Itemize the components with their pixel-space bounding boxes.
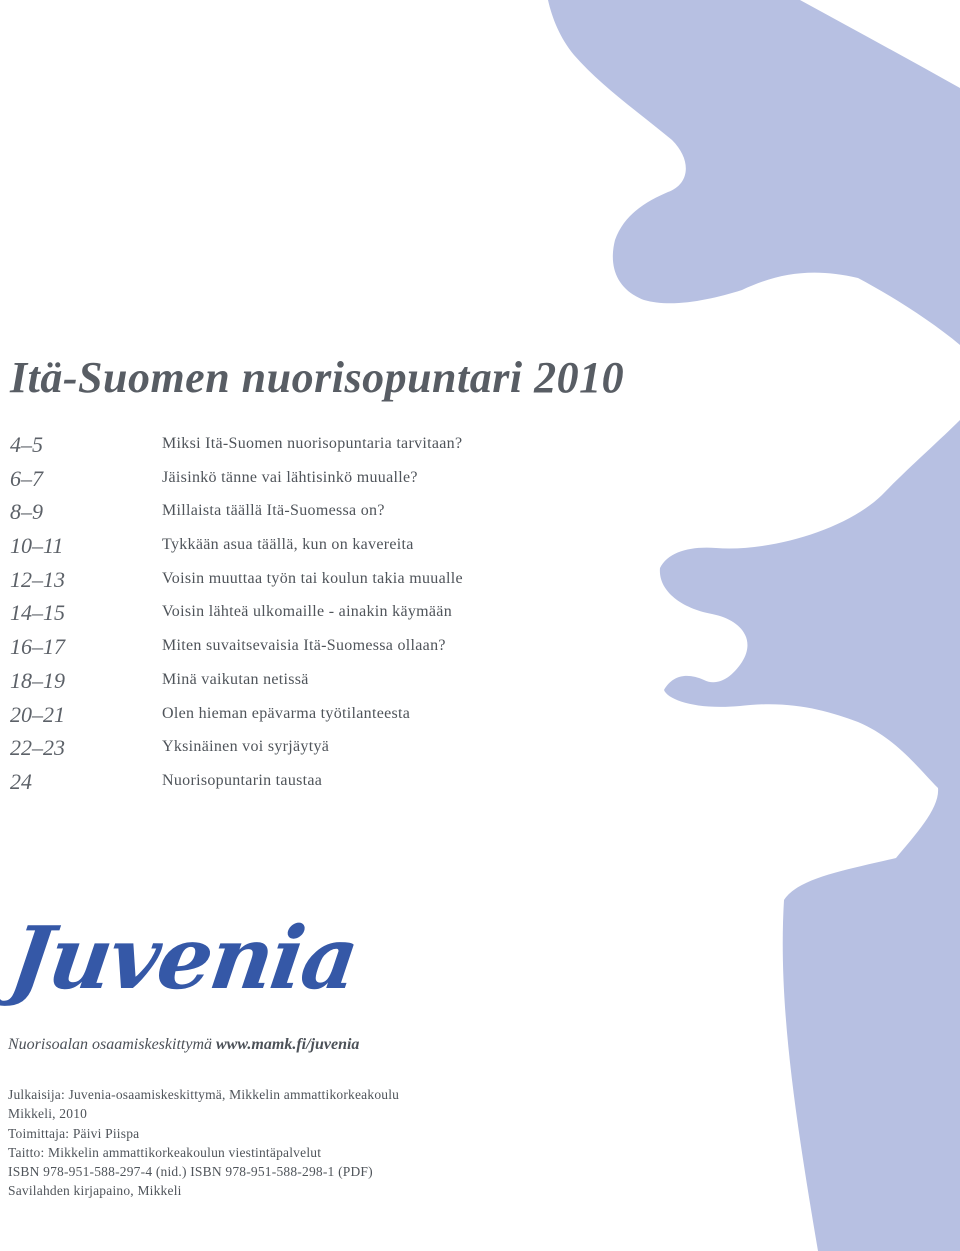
toc-page-range: 18–19 [10, 667, 65, 693]
toc-entry-text: Nuorisopuntarin taustaa [162, 771, 323, 789]
colophon-printer: Savilahden kirjapaino, Mikkeli [8, 1183, 182, 1199]
colophon [8, 1085, 399, 1201]
toc-entry-text: Miten suvaitsevaisia Itä-Suomessa ollaan? [162, 637, 446, 655]
toc-page-range: 6–7 [10, 465, 43, 491]
toc-entry-text: Millaista täällä Itä-Suomessa on? [162, 502, 385, 520]
toc-row [0, 735, 600, 769]
tagline [8, 1036, 359, 1054]
toc-entry-text: Tykkään asua täällä, kun on kavereita [162, 536, 414, 554]
toc-row [0, 668, 600, 702]
toc-entry-text: Voisin lähteä ulkomaille - ainakin käymään [162, 603, 453, 621]
tagline-text: Nuorisoalan osaamiskeskittymä [8, 1036, 212, 1053]
toc-entry-text: Olen hieman epävarma työtilanteesta [162, 704, 411, 722]
toc-entry-text: Yksinäinen voi syrjäytyä [162, 738, 330, 756]
toc-page-range: 16–17 [10, 634, 65, 660]
toc-entry-text: Jäisinkö tänne vai lähtisinkö muualle? [162, 468, 418, 486]
toc-page-range: 24 [10, 768, 32, 794]
colophon-place-year: Mikkeli, 2010 [8, 1106, 88, 1122]
toc-page-range: 12–13 [10, 566, 65, 592]
toc-entry-text: Minä vaikutan netissä [162, 670, 309, 688]
toc-entry-text: Miksi Itä-Suomen nuorisopuntaria tarvitaan? [162, 435, 463, 452]
colophon-editor: Toimittaja: Päivi Piispa [8, 1125, 140, 1141]
website-link[interactable]: www.mamk.fi/juvenia [216, 1036, 360, 1053]
toc-row [0, 600, 600, 634]
toc-page-range: 22–23 [10, 735, 65, 761]
table-of-contents [0, 432, 600, 803]
toc-page-range: 4–5 [10, 432, 43, 457]
toc-row [0, 499, 600, 533]
toc-row [0, 702, 600, 736]
juvenia-logo: Juvenia [4, 908, 364, 1009]
toc-row [0, 634, 600, 668]
toc-row [0, 432, 600, 466]
toc-row [0, 567, 600, 601]
toc-row [0, 769, 600, 803]
colophon-layout: Taitto: Mikkelin ammattikorkeakoulun viestintäpalvelut [8, 1144, 322, 1160]
lower-blob-shape [660, 420, 960, 1251]
toc-page-range: 14–15 [10, 600, 65, 626]
toc-page-range: 10–11 [10, 533, 64, 559]
colophon-publisher: Julkaisija: Juvenia-osaamiskeskittymä, Mikkelin ammattikorkeakoulu [8, 1087, 400, 1102]
toc-row [0, 466, 600, 500]
toc-page-range: 20–21 [10, 701, 65, 727]
document-title: Itä-Suomen nuorisopuntari 2010 [10, 353, 625, 402]
toc-entry-text: Voisin muuttaa työn tai koulun takia muualle [162, 569, 463, 587]
upper-blob-shape [548, 0, 960, 345]
toc-row [0, 533, 600, 567]
colophon-isbn: ISBN 978-951-588-297-4 (nid.) ISBN 978-951-588-298-1 (PDF) [8, 1164, 373, 1180]
toc-page-range: 8–9 [10, 499, 43, 525]
